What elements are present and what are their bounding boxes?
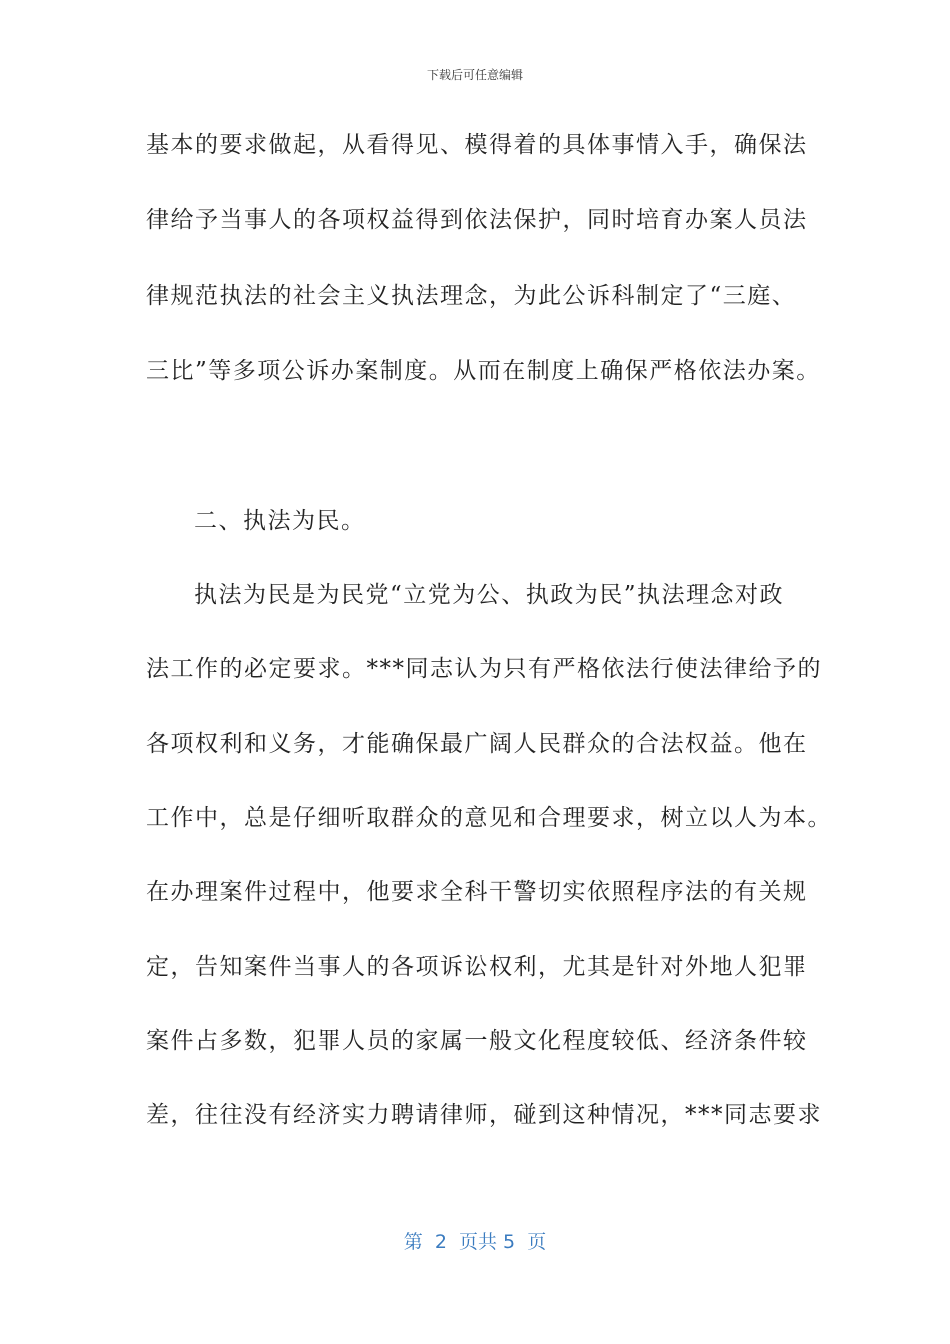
paragraph-line: 基本的要求做起，从看得见、模得着的具体事情入手，确保法 (146, 132, 808, 158)
paragraph-line: 执法为民是为民党“立党为公、执政为民”执法理念对政 (194, 582, 785, 608)
section-heading: 二、执法为民。 (194, 508, 366, 534)
paragraph-line: 法工作的必定要求。***同志认为只有严格依法行使法律给予的 (146, 656, 822, 682)
paragraph-line: 律规范执法的社会主义执法理念，为此公诉科制定了“三庭、 (146, 283, 797, 309)
paragraph-line: 各项权利和义务，才能确保最广阔人民群众的合法权益。他在 (146, 731, 808, 757)
paragraph-line: 差，往往没有经济实力聘请律师，碰到这种情况，***同志要求 (146, 1102, 822, 1128)
paragraph-line: 三比”等多项公诉办案制度。从而在制度上确保严格依法办案。 (146, 358, 821, 384)
page-header: 下载后可任意编辑 (426, 68, 523, 82)
page-number-footer: 第 2 页共 5 页 (403, 1231, 547, 1253)
paragraph-line: 工作中，总是仔细听取群众的意见和合理要求，树立以人为本。 (146, 805, 832, 831)
paragraph-line: 案件占多数，犯罪人员的家属一般文化程度较低、经济条件较 (146, 1028, 808, 1054)
paragraph-line: 在办理案件过程中，他要求全科干警切实依照程序法的有关规 (146, 879, 808, 905)
paragraph-line: 定，告知案件当事人的各项诉讼权利，尤其是针对外地人犯罪 (146, 954, 808, 980)
paragraph-line: 律给予当事人的各项权益得到依法保护，同时培育办案人员法 (146, 207, 808, 233)
